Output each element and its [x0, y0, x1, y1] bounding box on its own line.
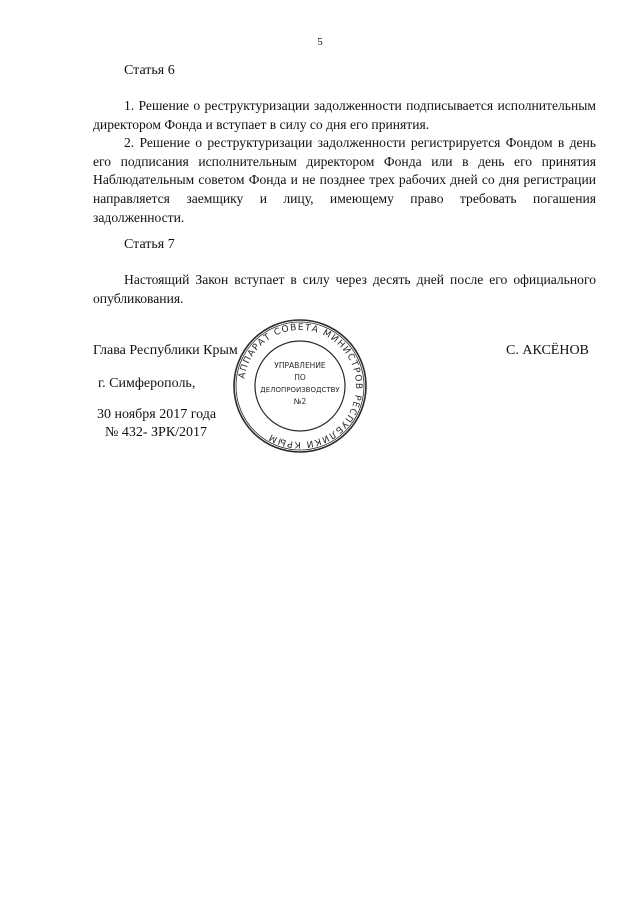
seal-outer-text: АППАРАТ СОВЕТА МИНИСТРОВ РЕСПУБЛИКИ КРЫМ	[237, 322, 364, 450]
seal-line-3: ДЕЛОПРОИЗВОДСТВУ	[260, 386, 340, 394]
article-7-body	[93, 271, 596, 308]
signatory-position: Глава Республики Крым	[93, 343, 238, 358]
article-6-body	[93, 97, 596, 227]
signing-city: г. Симферополь,	[98, 376, 196, 391]
signatory-name: С. АКСЁНОВ	[506, 343, 589, 358]
page-number: 5	[317, 36, 323, 48]
seal-line-4: №2	[293, 397, 307, 406]
article-7-paragraph-1: Настоящий Закон вступает в силу через десять дней после его официального опубликования.	[93, 272, 596, 306]
article-6-paragraph-1: 1. Решение о реструктуризации задолженности подписывается исполнительным директором Фонда и вступает в силу со дня его принятия.	[93, 98, 596, 132]
seal-line-1: УПРАВЛЕНИЕ	[274, 361, 326, 370]
law-number: № 432- ЗРК/2017	[105, 425, 208, 440]
seal-line-2: ПО	[294, 373, 306, 382]
article-6-paragraph-2: 2. Решение о реструктуризации задолженности регистрируется Фондом в день его подписания исполнительным директором Фонда или в день его принятия Наблюдательным советом Фонда и не позднее трех рабочих дней со дня регистрации направляется заемщику и лицу, имеющему право требовать погашения задолженности.	[93, 135, 596, 225]
signing-date: 30 ноября 2017 года	[97, 407, 217, 422]
article-6-heading: Статья 6	[124, 63, 175, 78]
article-7-heading: Статья 7	[124, 237, 175, 252]
seal-graphic	[232, 318, 368, 454]
official-seal-stamp	[232, 318, 368, 454]
